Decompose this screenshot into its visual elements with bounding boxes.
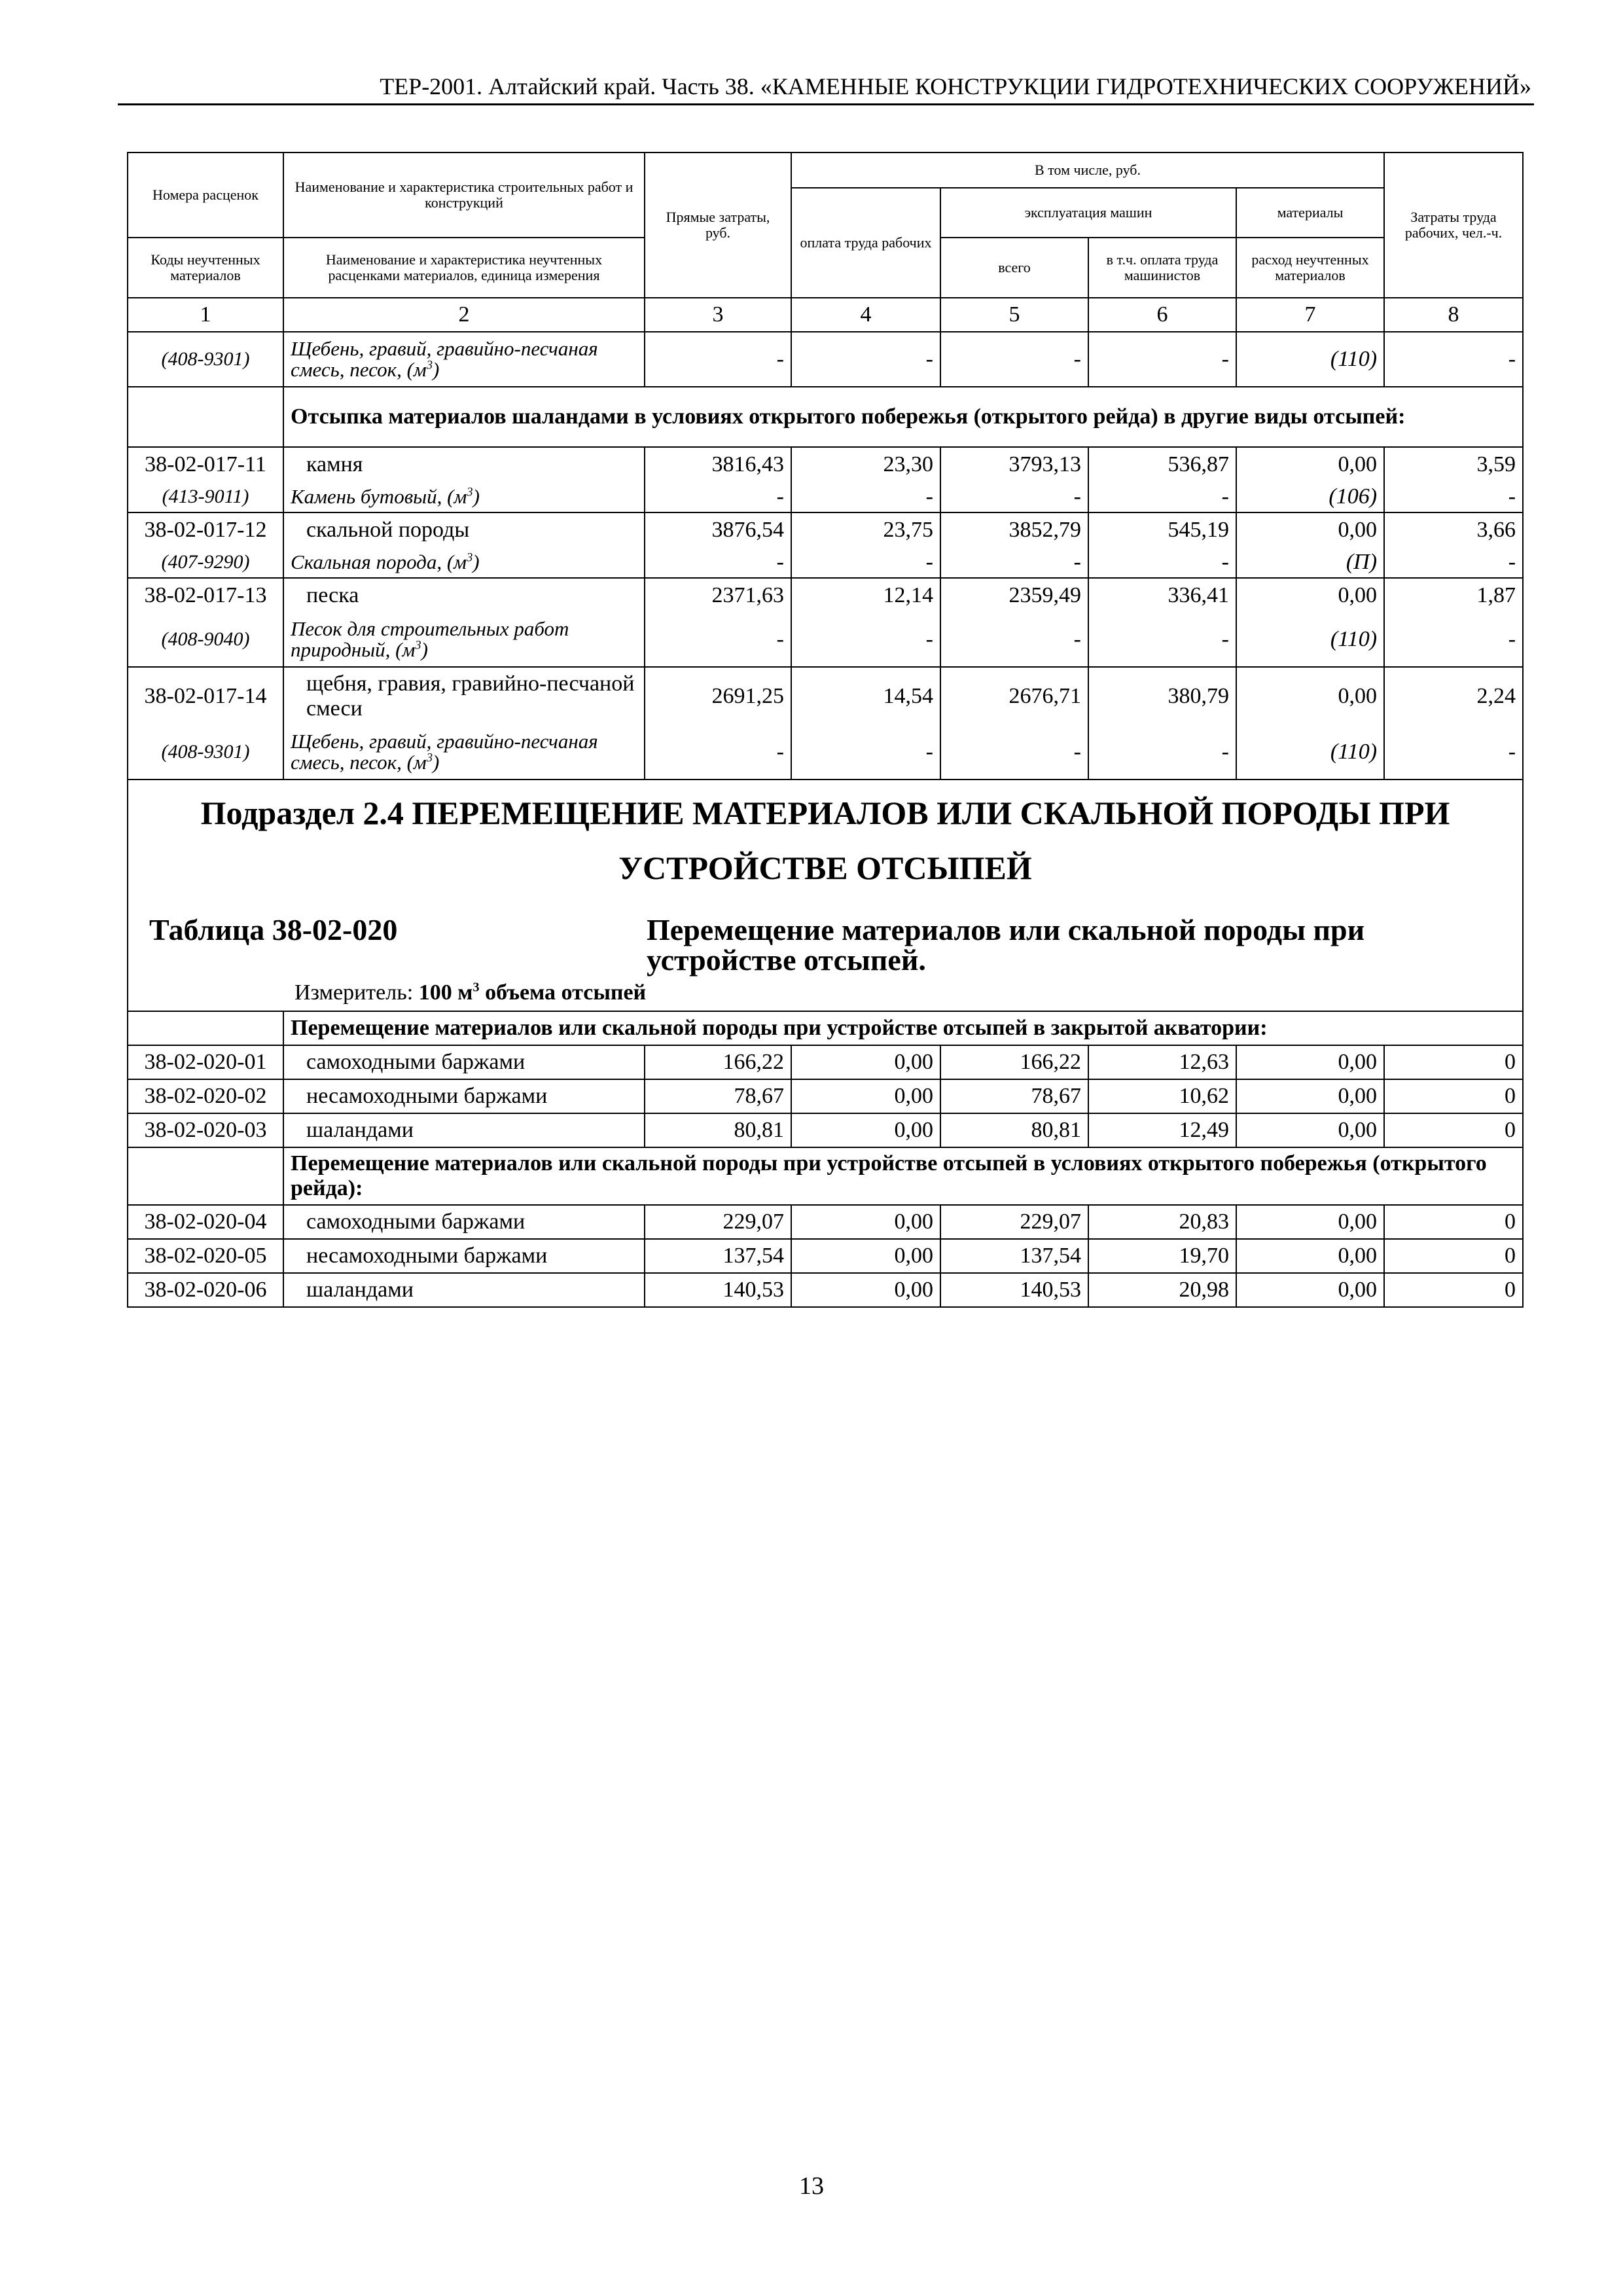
price-value: 80,81 bbox=[940, 1113, 1088, 1147]
material-value: - bbox=[1088, 332, 1236, 387]
column-numbers-row bbox=[128, 298, 1523, 332]
th-material-names: Наименование и характеристика неучтенных расценками материалов, единица измерения bbox=[283, 238, 645, 298]
price-value: 80,81 bbox=[645, 1113, 791, 1147]
superscript: 3 bbox=[466, 550, 473, 565]
rate-code: 38-02-020-01 bbox=[128, 1045, 283, 1079]
table-title-text: Перемещение материалов или скальной породы при устройстве отсыпей. bbox=[647, 913, 1365, 977]
price-value: 12,63 bbox=[1088, 1045, 1236, 1079]
rate-code: 38-02-017-13 bbox=[128, 578, 283, 612]
th-including: В том числе, руб. bbox=[791, 152, 1384, 188]
material-value: - bbox=[940, 725, 1088, 780]
column-number: 6 bbox=[1088, 298, 1236, 332]
material-value: - bbox=[791, 481, 940, 512]
price-value: 3876,54 bbox=[645, 512, 791, 547]
rate-name: камня bbox=[283, 447, 645, 481]
price-value: 336,41 bbox=[1088, 578, 1236, 612]
price-value: 2371,63 bbox=[645, 578, 791, 612]
rate-code: 38-02-020-03 bbox=[128, 1113, 283, 1147]
price-value: 12,14 bbox=[791, 578, 940, 612]
price-value: 0,00 bbox=[1236, 1239, 1384, 1273]
material-value: - bbox=[1088, 612, 1236, 667]
group-title: Перемещение материалов или скальной породы при устройстве отсыпей в условиях открытого побережья (открытого рейда): bbox=[283, 1147, 1523, 1205]
rate-name: самоходными баржами bbox=[283, 1205, 645, 1239]
price-value: 140,53 bbox=[645, 1273, 791, 1307]
material-code: (413-9011) bbox=[128, 481, 283, 512]
rate-row bbox=[128, 1045, 1523, 1079]
price-value: 166,22 bbox=[940, 1045, 1088, 1079]
group-row bbox=[128, 1011, 1523, 1045]
material-row bbox=[128, 481, 1523, 512]
price-value: 3816,43 bbox=[645, 447, 791, 481]
price-value: 380,79 bbox=[1088, 667, 1236, 725]
th-direct-costs: Прямые затраты, руб. bbox=[645, 152, 791, 298]
price-value: 229,07 bbox=[645, 1205, 791, 1239]
price-value: 12,49 bbox=[1088, 1113, 1236, 1147]
material-value: - bbox=[1088, 481, 1236, 512]
price-value: 2691,25 bbox=[645, 667, 791, 725]
header-rule bbox=[118, 103, 1534, 105]
price-value: 137,54 bbox=[645, 1239, 791, 1273]
material-value: - bbox=[791, 612, 940, 667]
group-row bbox=[128, 1147, 1523, 1205]
th-machines: эксплуатация машин bbox=[940, 188, 1236, 238]
price-value: 3,66 bbox=[1384, 512, 1523, 547]
section-cell bbox=[128, 780, 1523, 1011]
page-number: 13 bbox=[799, 2172, 824, 2200]
price-value: 2,24 bbox=[1384, 667, 1523, 725]
price-value: 0,00 bbox=[1236, 1045, 1384, 1079]
material-value: (П) bbox=[1236, 547, 1384, 578]
rate-code: 38-02-017-12 bbox=[128, 512, 283, 547]
price-value: 20,98 bbox=[1088, 1273, 1236, 1307]
group-row bbox=[128, 387, 1523, 447]
price-value: 0,00 bbox=[1236, 447, 1384, 481]
measure-value: 100 $м^3$ объема отсыпей bbox=[418, 980, 647, 1005]
column-number: 3 bbox=[645, 298, 791, 332]
price-value: 0 bbox=[1384, 1045, 1523, 1079]
material-value: - bbox=[645, 332, 791, 387]
material-value: - bbox=[1384, 332, 1523, 387]
superscript: 3 bbox=[473, 980, 480, 995]
column-number: 4 bbox=[791, 298, 940, 332]
price-value: 536,87 bbox=[1088, 447, 1236, 481]
material-value: - bbox=[1088, 547, 1236, 578]
rate-name: самоходными баржами bbox=[283, 1045, 645, 1079]
price-value: 166,22 bbox=[645, 1045, 791, 1079]
price-value: 19,70 bbox=[1088, 1239, 1236, 1273]
price-value: 0,00 bbox=[791, 1113, 940, 1147]
rate-row bbox=[128, 447, 1523, 481]
price-value: 0,00 bbox=[791, 1273, 940, 1307]
price-value: 545,19 bbox=[1088, 512, 1236, 547]
group-title: Отсыпка материалов шаландами в условиях открытого побережья (открытого рейда) в другие виды отсыпей: bbox=[283, 387, 1523, 447]
material-value: - bbox=[645, 547, 791, 578]
price-value: 0 bbox=[1384, 1239, 1523, 1273]
th-worker-pay: оплата труда рабочих bbox=[791, 188, 940, 298]
price-value: 78,67 bbox=[645, 1079, 791, 1113]
price-value: 0,00 bbox=[791, 1045, 940, 1079]
th-labor-costs: Затраты труда рабочих, чел.-ч. bbox=[1384, 152, 1523, 298]
material-name: Скальная порода, $(м^3)$ bbox=[283, 547, 645, 578]
group-title: Перемещение материалов или скальной породы при устройстве отсыпей в закрытой акватории: bbox=[283, 1011, 1523, 1045]
price-table bbox=[127, 152, 1524, 1308]
th-material-codes: Коды неучтенных материалов bbox=[128, 238, 283, 298]
th-machinist-pay: в т.ч. оплата труда машинистов bbox=[1088, 238, 1236, 298]
column-number: 1 bbox=[128, 298, 283, 332]
price-value: 0 bbox=[1384, 1205, 1523, 1239]
price-value: 0 bbox=[1384, 1079, 1523, 1113]
section-title-line1: Подраздел 2.4 ПЕРЕМЕЩЕНИЕ МАТЕРИАЛОВ ИЛИ СКАЛЬНОЙ ПОРОДЫ ПРИ bbox=[200, 795, 1450, 831]
rate-code: 38-02-020-05 bbox=[128, 1239, 283, 1273]
rate-code: 38-02-020-06 bbox=[128, 1273, 283, 1307]
th-materials: материалы bbox=[1236, 188, 1384, 238]
material-value: - bbox=[1088, 725, 1236, 780]
material-value: - bbox=[940, 332, 1088, 387]
rate-code: 38-02-017-14 bbox=[128, 667, 283, 725]
price-value: 0,00 bbox=[1236, 1113, 1384, 1147]
material-value: - bbox=[940, 481, 1088, 512]
group-spacer bbox=[128, 387, 283, 447]
material-value: - bbox=[940, 612, 1088, 667]
rate-row bbox=[128, 512, 1523, 547]
rate-row bbox=[128, 1205, 1523, 1239]
material-value: - bbox=[645, 612, 791, 667]
rate-name: несамоходными баржами bbox=[283, 1079, 645, 1113]
price-value: 137,54 bbox=[940, 1239, 1088, 1273]
price-value: 78,67 bbox=[940, 1079, 1088, 1113]
superscript: 3 bbox=[415, 638, 421, 653]
rate-name: щебня, гравия, гравийно-песчаной смеси bbox=[283, 667, 645, 725]
rate-row bbox=[128, 1273, 1523, 1307]
material-row bbox=[128, 612, 1523, 667]
superscript: 3 bbox=[426, 751, 433, 765]
material-value: (110) bbox=[1236, 332, 1384, 387]
price-value: 14,54 bbox=[791, 667, 940, 725]
material-row bbox=[128, 547, 1523, 578]
price-value: 20,83 bbox=[1088, 1205, 1236, 1239]
material-value: - bbox=[645, 481, 791, 512]
price-value: 0,00 bbox=[791, 1205, 940, 1239]
column-number: 5 bbox=[940, 298, 1088, 332]
th-material-usage: расход неучтенных материалов bbox=[1236, 238, 1384, 298]
group-spacer bbox=[128, 1011, 283, 1045]
rate-code: 38-02-017-11 bbox=[128, 447, 283, 481]
price-value: 0,00 bbox=[1236, 1205, 1384, 1239]
rate-code: 38-02-020-04 bbox=[128, 1205, 283, 1239]
material-name: Песок для строительных работ природный, $(м^3)$ bbox=[283, 612, 645, 667]
price-value: 0,00 bbox=[1236, 1079, 1384, 1113]
rate-row bbox=[128, 667, 1523, 725]
column-number: 2 bbox=[283, 298, 645, 332]
rate-name: шаландами bbox=[283, 1113, 645, 1147]
price-value: 140,53 bbox=[940, 1273, 1088, 1307]
price-value: 10,62 bbox=[1088, 1079, 1236, 1113]
measure-unit: Измеритель: 100 $м^3$ объема отсыпей bbox=[294, 980, 647, 1005]
price-value: 0,00 bbox=[1236, 578, 1384, 612]
price-value: 0,00 bbox=[791, 1239, 940, 1273]
rate-name: песка bbox=[283, 578, 645, 612]
material-value: - bbox=[791, 332, 940, 387]
price-value: 23,30 bbox=[791, 447, 940, 481]
rate-row bbox=[128, 1113, 1523, 1147]
material-value: - bbox=[1384, 547, 1523, 578]
material-value: - bbox=[791, 547, 940, 578]
material-name: Щебень, гравий, гравийно-песчаная смесь, песок, $(м^3)$ bbox=[283, 725, 645, 780]
price-value: 3,59 bbox=[1384, 447, 1523, 481]
rate-name: скальной породы bbox=[283, 512, 645, 547]
superscript: 3 bbox=[467, 485, 473, 499]
th-machines-total: всего bbox=[940, 238, 1088, 298]
group-spacer bbox=[128, 1147, 283, 1205]
rate-name: шаландами bbox=[283, 1273, 645, 1307]
material-code: (407-9290) bbox=[128, 547, 283, 578]
section-title-line2: УСТРОЙСТВЕ ОТСЫПЕЙ bbox=[618, 850, 1032, 886]
material-value: (106) bbox=[1236, 481, 1384, 512]
column-number: 7 bbox=[1236, 298, 1384, 332]
rate-row bbox=[128, 578, 1523, 612]
material-value: - bbox=[1384, 725, 1523, 780]
material-code: (408-9301) bbox=[128, 332, 283, 387]
price-value: 3793,13 bbox=[940, 447, 1088, 481]
price-value: 1,87 bbox=[1384, 578, 1523, 612]
th-rate-numbers: Номера расценок bbox=[128, 152, 283, 238]
material-value: - bbox=[940, 547, 1088, 578]
material-value: - bbox=[791, 725, 940, 780]
material-row bbox=[128, 332, 1523, 387]
price-value: 0,00 bbox=[1236, 1273, 1384, 1307]
material-value: - bbox=[1384, 481, 1523, 512]
price-value: 0 bbox=[1384, 1113, 1523, 1147]
price-value: 0,00 bbox=[791, 1079, 940, 1113]
material-value: - bbox=[1384, 612, 1523, 667]
price-value: 23,75 bbox=[791, 512, 940, 547]
rate-name: несамоходными баржами bbox=[283, 1239, 645, 1273]
price-value: 229,07 bbox=[940, 1205, 1088, 1239]
material-value: (110) bbox=[1236, 725, 1384, 780]
material-value: (110) bbox=[1236, 612, 1384, 667]
price-value: 3852,79 bbox=[940, 512, 1088, 547]
section-block bbox=[128, 780, 1523, 1011]
superscript: 3 bbox=[426, 358, 433, 372]
running-header: ТЕР-2001. Алтайский край. Часть 38. «КАМЕННЫЕ КОНСТРУКЦИИ ГИДРОТЕХНИЧЕСКИХ СООРУЖЕНИЙ» bbox=[380, 73, 1531, 99]
material-name: Щебень, гравий, гравийно-песчаная смесь, песок, $(м^3)$ bbox=[283, 332, 645, 387]
price-value: 0,00 bbox=[1236, 667, 1384, 725]
price-value: 0,00 bbox=[1236, 512, 1384, 547]
price-value: 2676,71 bbox=[940, 667, 1088, 725]
table-title-label: Таблица 38-02-020 bbox=[149, 913, 398, 946]
material-row bbox=[128, 725, 1523, 780]
rate-row bbox=[128, 1239, 1523, 1273]
price-value: 0 bbox=[1384, 1273, 1523, 1307]
table-title bbox=[141, 915, 1509, 975]
price-value: 2359,49 bbox=[940, 578, 1088, 612]
material-value: - bbox=[645, 725, 791, 780]
rate-code: 38-02-020-02 bbox=[128, 1079, 283, 1113]
th-work-name: Наименование и характеристика строительных работ и конструкций bbox=[283, 152, 645, 238]
material-code: (408-9040) bbox=[128, 612, 283, 667]
material-name: Камень бутовый, $(м^3)$ bbox=[283, 481, 645, 512]
column-number: 8 bbox=[1384, 298, 1523, 332]
material-code: (408-9301) bbox=[128, 725, 283, 780]
rate-row bbox=[128, 1079, 1523, 1113]
